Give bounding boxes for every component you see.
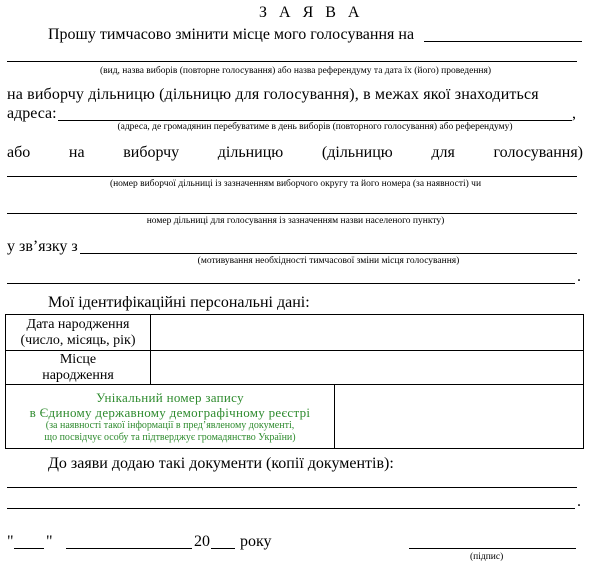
reason-label: у зв’язку з bbox=[7, 238, 78, 255]
documents-period: . bbox=[577, 493, 581, 510]
station-field-line-1[interactable] bbox=[7, 176, 577, 177]
word-4: дільницю bbox=[217, 144, 284, 161]
reason-field-line-2[interactable] bbox=[7, 283, 575, 284]
intro-text: Прошу тимчасово змінити місце мого голосування на bbox=[48, 26, 415, 43]
word-1: або bbox=[7, 144, 31, 161]
word-5: (дільницю bbox=[321, 144, 393, 161]
page-title: З А Я В А bbox=[259, 4, 364, 21]
personal-data-heading: Мої ідентифікаційні персональні дані: bbox=[48, 294, 310, 311]
election-hint: (вид, назва виборів (повторне голосування) або назва референдуму та дата їх (його) проведення) bbox=[99, 66, 492, 76]
unique-record-table bbox=[5, 384, 584, 449]
unique-record-label: Унікальний номер запису bbox=[96, 389, 244, 405]
word-6: для bbox=[431, 144, 455, 161]
birth-date-sublabel: (число, місяць, рік) bbox=[20, 332, 136, 348]
documents-field-line-2[interactable] bbox=[7, 508, 575, 509]
comma: , bbox=[572, 105, 576, 122]
address-field-line[interactable] bbox=[58, 120, 572, 121]
polling-station-text: на виборчу дільницю (дільницю для голосування), в межах якої знаходиться bbox=[7, 86, 539, 103]
signature-field[interactable] bbox=[409, 548, 576, 549]
election-field-line-1[interactable] bbox=[424, 41, 582, 42]
station-field-line-2[interactable] bbox=[7, 213, 577, 214]
date-day-field[interactable] bbox=[14, 548, 44, 549]
date-quote-close: " bbox=[46, 533, 53, 550]
birth-place-label-cell bbox=[6, 351, 151, 385]
birth-date-label: Дата народження bbox=[26, 316, 130, 332]
date-year-field[interactable] bbox=[211, 548, 235, 549]
word-7: голосування) bbox=[493, 144, 583, 161]
word-2: на bbox=[68, 144, 85, 161]
unique-record-label-cell bbox=[6, 385, 335, 449]
date-month-field[interactable] bbox=[66, 548, 192, 549]
personal-data-table bbox=[5, 314, 584, 385]
address-hint: (адреса, де громадянин перебуватиме в день виборів (повторного голосування) або референдуму) bbox=[117, 122, 513, 132]
election-field-line-2[interactable] bbox=[7, 61, 577, 62]
unique-record-label-2: в Єдиному державному демографічному реєстрі bbox=[29, 404, 311, 420]
date-year-word: року bbox=[240, 533, 272, 550]
reason-field-line-1[interactable] bbox=[80, 253, 577, 254]
birth-place-input[interactable] bbox=[151, 351, 584, 385]
date-quote-open: " bbox=[7, 533, 14, 550]
birth-date-input[interactable] bbox=[151, 315, 584, 351]
reason-period: . bbox=[577, 268, 581, 285]
address-label: адреса: bbox=[7, 105, 57, 122]
date-year-prefix: 20 bbox=[194, 533, 210, 550]
documents-field-line-1[interactable] bbox=[7, 487, 577, 488]
word-3: виборчу bbox=[123, 144, 180, 161]
unique-record-hint-2: що посвідчує особу та підтверджує громадянство України) bbox=[44, 431, 296, 443]
reason-hint: (мотивування необхідності тимчасової зміни місця голосування) bbox=[197, 256, 460, 266]
station-justified-line bbox=[7, 144, 583, 162]
unique-record-input[interactable] bbox=[335, 385, 584, 449]
station-hint-2: номер дільниці для голосування із зазначенням назви населеного пункту) bbox=[146, 216, 445, 226]
station-hint-1: (номер виборчої дільниці із зазначенням виборчого округу та його номера (за наявності) чи bbox=[109, 179, 482, 189]
birth-place-label: Місце bbox=[59, 351, 97, 367]
birth-date-label-cell bbox=[6, 315, 151, 351]
birth-place-sublabel: народження bbox=[42, 367, 114, 383]
unique-record-hint-1: (за наявності такої інформації в пред’явленому документі, bbox=[45, 419, 295, 431]
documents-heading: До заяви додаю такі документи (копії документів): bbox=[48, 455, 394, 472]
signature-hint: (підпис) bbox=[470, 552, 504, 562]
